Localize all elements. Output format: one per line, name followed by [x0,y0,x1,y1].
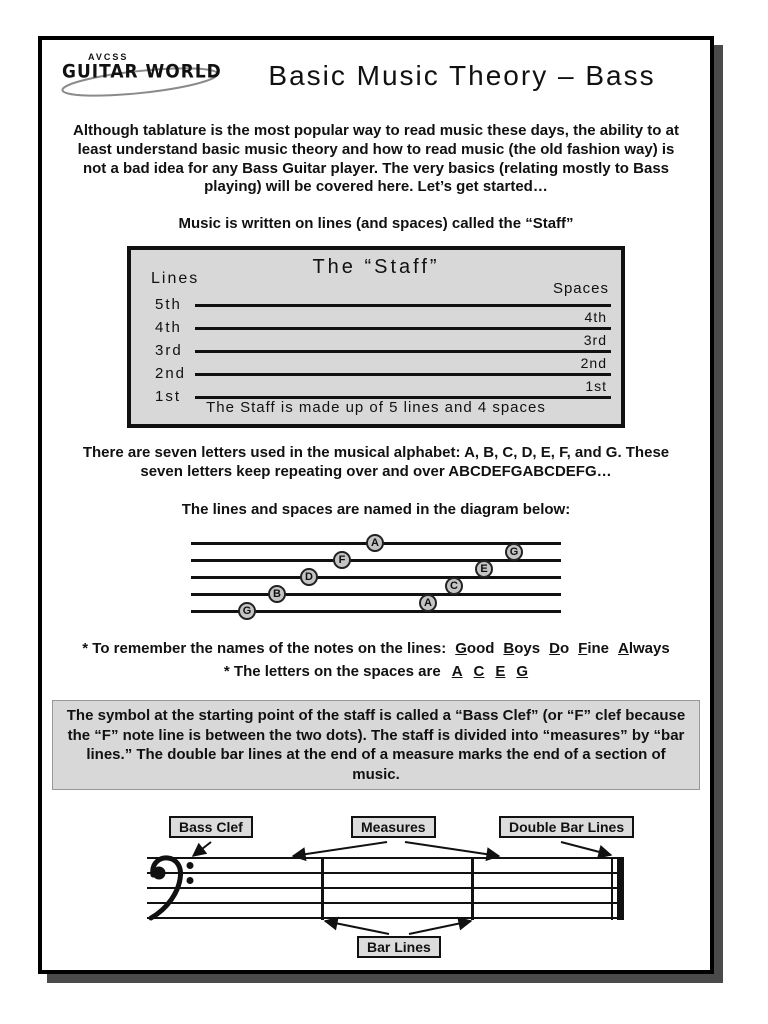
spaces-label: Spaces [552,279,609,297]
staff-diagram [127,246,625,428]
bass-clef-label: Bass Clef [169,816,253,838]
note-circle-line-A: A [366,534,384,552]
line-label-3rd: 3rd [155,341,183,359]
page-title: Basic Music Theory – Bass [268,60,656,91]
note-circle-line-G: G [238,602,256,620]
double-bar-line [611,857,624,920]
note-circle-line-B: B [268,585,286,603]
bar-line-1 [321,857,324,920]
intro-paragraph: Although tablature is the most popular way to read music these days, the ability to at least understand basic music theory and how to read music (the old fashion way) is not a bad idea for any Bass Guitar player. The very basics (relating mostly to Bass playing) will be covered here. Let’s get started… [73,122,679,196]
staff-caption: The Staff is made up of 5 lines and 4 spaces [206,398,546,416]
line-label-5th: 5th [155,295,182,313]
line-label-2nd: 2nd [155,364,187,382]
staff-line [191,576,561,579]
lines-label: Lines [151,269,200,287]
staff-line [191,559,561,562]
staff-line-5 [195,304,611,307]
bass-clef-paragraph: The symbol at the starting point of the staff is called a “Bass Clef” (or “F” clef because the “F” note line is between the two dots). The staff is divided into “measures” by “bar lines.” The double bar lines at the end of a measure marks the end of a section of music. [52,700,700,790]
note-circle-space-C: C [445,577,463,595]
document-page [38,36,714,974]
measures-arrow-right [405,842,499,856]
spaces-mnemonic [50,663,702,680]
space-letter: G [516,663,529,680]
bar-line-2 [471,857,474,920]
staff-line-4 [195,327,611,330]
note-circle-space-A: A [419,594,437,612]
space-letter: E [495,663,506,680]
space-label-2nd: 2nd [580,354,607,371]
note-circle-space-E: E [475,560,493,578]
staff-intro-text: Music is written on lines (and spaces) called the “Staff” [178,215,574,232]
bar-lines-arrow-left [325,921,389,934]
mnemonic-word: Boys [503,640,541,657]
mnemonic-word: Fine [578,640,609,657]
bass-clef-arrow [193,842,211,856]
note-names-diagram [191,534,561,626]
staff-line [191,593,561,596]
lines-mnemonic-prefix: * To remember the names of the notes on the lines: [82,640,447,657]
header [50,48,702,112]
bar-lines-label: Bar Lines [357,936,441,958]
note-circle-line-F: F [333,551,351,569]
avcss-guitar-world-logo [62,52,224,102]
logo-guitar-world-text: GUITAR WORLD [62,61,222,83]
lines-mnemonic [50,640,702,657]
double-bar-lines-label: Double Bar Lines [499,816,634,838]
note-circle-line-D: D [300,568,318,586]
double-bar-arrow [561,842,611,855]
note-circle-space-G: G [505,543,523,561]
space-letter: C [473,663,485,680]
measures-label: Measures [351,816,436,838]
staff-line-2 [195,373,611,376]
space-label-1st: 1st [585,377,607,394]
mnemonic-word: Always [618,640,670,657]
bar-lines-arrow-right [409,921,471,934]
line-label-1st: 1st [155,387,182,405]
bass-clef-diagram [111,814,641,966]
space-label-4th: 4th [584,308,607,325]
diagram-intro-text: The lines and spaces are named in the diagram below: [181,501,571,519]
spaces-mnemonic-prefix: * The letters on the spaces are [223,663,441,680]
mnemonic-word: Good [455,640,495,657]
alphabet-paragraph: There are seven letters used in the musical alphabet: A, B, C, D, E, F, and G. These seven letters keep repeating over and over ABCDEFGABCDEFG… [82,443,670,480]
staff-diagram-title: The “Staff” [312,255,440,278]
mnemonic-word: Do [549,640,570,657]
logo-avcss-text: AVCSS [88,52,129,62]
measures-arrow-left [293,842,387,856]
line-label-4th: 4th [155,318,182,336]
space-letter: A [451,663,463,680]
staff-line-3 [195,350,611,353]
staff-lines [147,858,624,918]
space-label-3rd: 3rd [583,331,607,348]
